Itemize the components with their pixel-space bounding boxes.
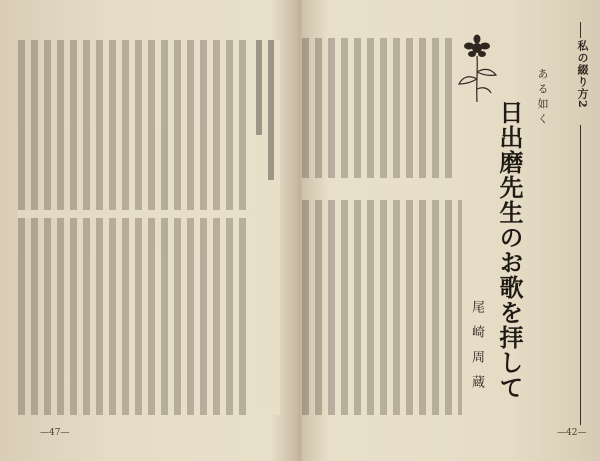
running-head: 私の綴り方2: [576, 40, 589, 109]
chapter-subtitle: ある如く: [536, 68, 549, 128]
left-body-text: [18, 40, 280, 415]
right-top-body-text: [302, 38, 452, 178]
left-page: [0, 0, 298, 461]
author-name: 尾崎周蔵: [469, 300, 484, 400]
page-number-left: —47—: [40, 428, 70, 438]
running-head-rule-bottom: [580, 125, 581, 425]
chapter-title: 日出磨先生のお歌を拝して: [495, 100, 524, 400]
flower-illustration-icon: [454, 34, 500, 104]
left-side-note: [250, 40, 280, 415]
page-number-right: —42—: [557, 428, 587, 438]
right-bottom-body-text: [302, 200, 462, 415]
running-head-rule-top: [580, 22, 581, 38]
right-page: [302, 0, 600, 461]
